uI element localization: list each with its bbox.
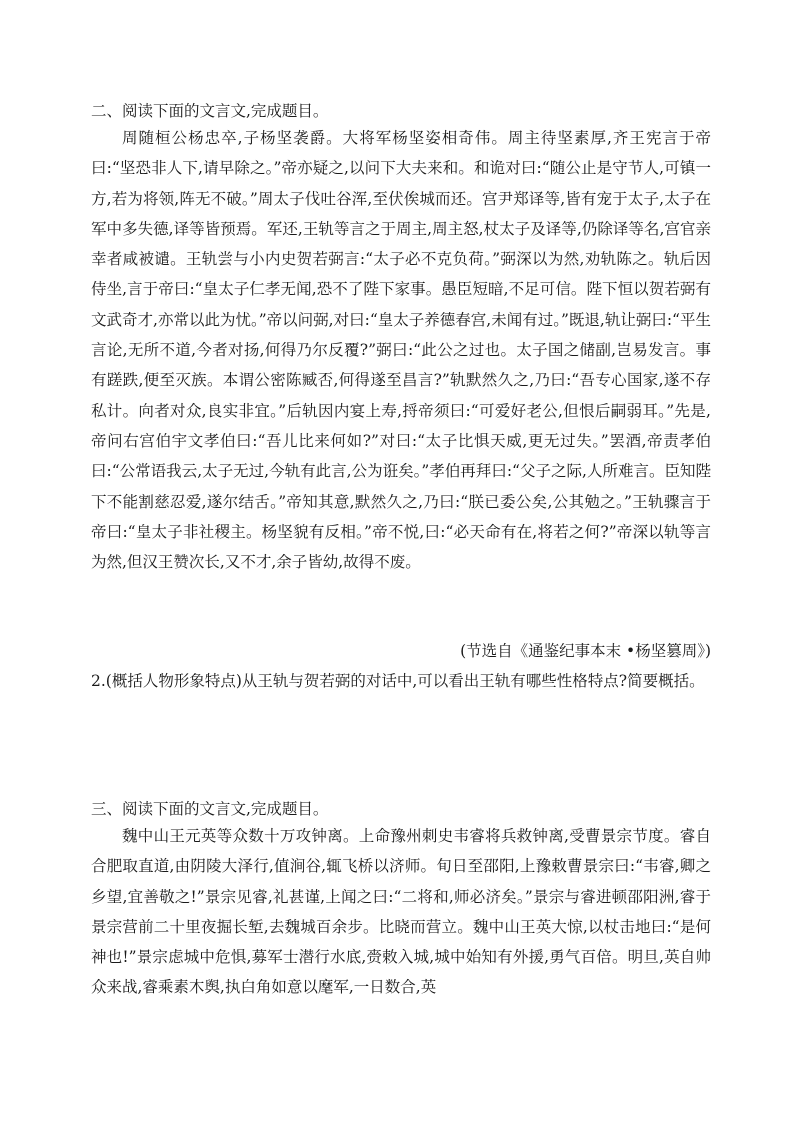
question-container <box>91 666 711 696</box>
section-2-passage-container <box>91 123 711 577</box>
question-2: 2.(概括人物形象特点)从王轨与贺若弼的对话中,可以看出王轨有哪些性格特点?简要概括。 <box>91 672 705 690</box>
source-citation-container <box>91 636 711 666</box>
section-3 <box>91 799 711 819</box>
section-3-heading: 三、阅读下面的文言文,完成题目。 <box>91 800 329 818</box>
section-2-passage: 周随桓公杨忠卒,子杨坚袭爵。大将军杨坚姿相奇伟。周主待坚素厚,齐王宪言于帝曰:“坚恐非人下,请早除之。”帝亦疑之,以问下大夫来和。和诡对曰:“随公止是守节人,可镇一方,若为将领,阵无不破。”周太子伐吐谷浑,至伏俟城而还。宫尹郑译等,皆有宠于太子,太子在军中多失德,译等皆预焉。军还,王轨等言之于周主,周主怒,杖太子及译等,仍除译等名,宫官亲幸者咸被谴。王轨尝与小内史贺若弼言:“太子必不克负荷。”弼深以为然,劝轨陈之。轨后因侍坐,言于帝曰:“皇太子仁孝无闻,恐不了陛下家事。愚臣短暗,不足可信。陛下恒以贺若弼有文武奇才,亦常以此为忧。”帝以问弼,对曰:“皇太子养德春宫,未闻有过。”既退,轨让弼曰:“平生言论,无所不道,今者对扬,何得乃尔反覆?”弼曰:“此公之过也。太子国之储副,岂易发言。事有蹉跌,便至灭族。本谓公密陈臧否,何得遂至昌言?”轨默然久之,乃曰:“吾专心国家,遂不存私计。向者对众,良实非宜。”后轨因内宴上寿,捋帝须曰:“可爱好老公,但恨后嗣弱耳。”先是,帝问右宫伯宇文孝伯曰:“吾儿比来何如?”对曰:“太子比惧天威,更无过失。”罢酒,帝责孝伯曰:“公常语我云,太子无过,今轨有此言,公为诳矣。”孝伯再拜曰:“父子之际,人所难言。臣知陛下不能割慈忍爱,遂尔结舌。”帝知其意,默然久之,乃曰:“朕已委公矣,公其勉之。”王轨骤言于帝曰:“皇太子非社稷主。杨坚貌有反相。”帝不悦,曰:“必天命有在,将若之何?”帝深以轨等言为然,但汉王赞次长,又不才,余子皆幼,故得不废。 <box>91 129 711 572</box>
section-2 <box>91 101 711 121</box>
source-citation: (节选自《通鉴纪事本末 •杨坚篡周》) <box>460 642 711 660</box>
section-3-passage-container <box>91 821 711 1003</box>
section-3-passage: 魏中山王元英等众数十万攻钟离。上命豫州刺史韦睿将兵救钟离,受曹景宗节度。睿自合肥取直道,由阴陵大泽行,值涧谷,辄飞桥以济师。旬日至邵阳,上豫敕曹景宗曰:“韦睿,卿之乡望,宜善敬之!”景宗见睿,礼甚谨,上闻之曰:“二将和,师必济矣。”景宗与睿进顿邵阳洲,睿于景宗营前二十里夜掘长堑,去魏城百余步。比晓而营立。魏中山王英大惊,以杖击地曰:“是何神也!”景宗虑城中危惧,募军士潜行水底,赍敕入城,城中始知有外援,勇气百倍。明旦,英自帅众来战,睿乘素木舆,执白角如意以麾军,一日数合,英 <box>91 827 711 997</box>
section-2-heading: 二、阅读下面的文言文,完成题目。 <box>91 102 329 120</box>
